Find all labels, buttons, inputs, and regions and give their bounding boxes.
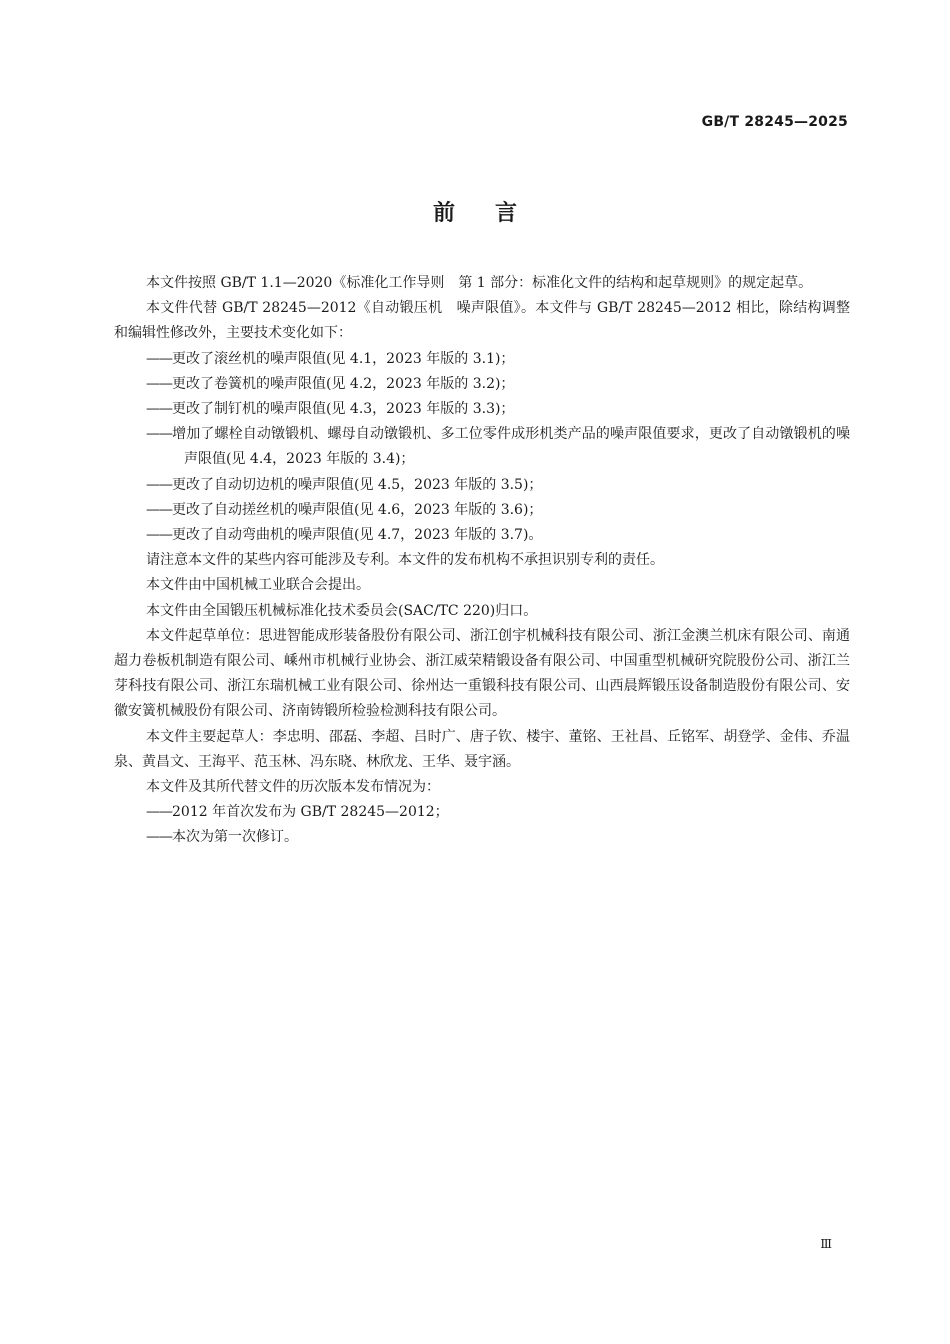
list-item-text: 增加了螺栓自动镦锻机、螺母自动镦锻机、多工位零件成形机类产品的噪声限值要求，更改了自动镦锻机的噪声限值(见 4.4，2023 年版的 3.4)； [172, 426, 850, 468]
dash-marker: —— [146, 426, 172, 443]
list-item [114, 397, 850, 422]
list-item-text: 本次为第一次修订。 [172, 829, 298, 846]
paragraph-drafters: 本文件主要起草人：李忠明、邵磊、李超、吕时广、唐子钦、楼宇、董铭、王社昌、丘铭军、胡登学、金伟、乔温泉、黄昌文、王海平、范玉林、冯东晓、林欣龙、王华、聂宇涵。 [114, 728, 850, 770]
dash-marker: —— [146, 829, 172, 846]
page-title: 前言 [432, 201, 557, 226]
paragraph-proposer: 本文件由中国机械工业联合会提出。 [146, 577, 370, 594]
dash-marker: —— [146, 527, 172, 544]
list-item [114, 372, 850, 397]
paragraph-replacement: 本文件代替 GB/T 28245—2012《自动锻压机 噪声限值》。本文件与 GB/T 28245—2012 相比，除结构调整和编辑性修改外，主要技术变化如下： [114, 300, 850, 342]
list-item [114, 473, 850, 498]
document-code: GB/T 28245—2025 [701, 114, 848, 130]
page-number: Ⅲ [820, 1237, 832, 1251]
list-item-text: 更改了自动切边机的噪声限值(见 4.5，2023 年版的 3.5)； [172, 476, 543, 493]
paragraph-drafting-rules: 本文件按照 GB/T 1.1—2020《标准化工作导则 第 1 部分：标准化文件的结构和起草规则》的规定起草。 [146, 275, 813, 291]
list-item [114, 800, 850, 825]
paragraph-drafting-units: 本文件起草单位：思进智能成形装备股份有限公司、浙江创宇机械科技有限公司、浙江金澳兰机床有限公司、南通超力卷板机制造有限公司、嵊州市机械行业协会、浙江威荣精锻设备有限公司、中国重型机械研究院股份公司、浙江兰芽科技有限公司、浙江东瑞机械工业有限公司、徐州达一重锻科技有限公司、山西晨辉锻压设备制造股份有限公司、安徽安簧机械股份有限公司、济南铸锻所检验检测科技有限公司。 [114, 627, 850, 720]
dash-marker: —— [146, 375, 172, 392]
list-item-text: 更改了制钉机的噪声限值(见 4.3，2023 年版的 3.3)； [172, 401, 515, 418]
paragraph-committee: 本文件由全国锻压机械标准化技术委员会(SAC/TC 220)归口。 [146, 602, 538, 619]
list-item-text: 更改了滚丝机的噪声限值(见 4.1，2023 年版的 3.1)； [172, 350, 515, 367]
paragraph-patent-notice: 请注意本文件的某些内容可能涉及专利。本文件的发布机构不承担识别专利的责任。 [146, 552, 664, 569]
foreword-body [114, 271, 850, 851]
dash-marker: —— [146, 476, 172, 493]
dash-marker: —— [146, 401, 172, 418]
paragraph-history: 本文件及其所代替文件的历次版本发布情况为： [146, 779, 440, 796]
list-item [114, 422, 850, 472]
dash-marker: —— [146, 350, 172, 367]
dash-marker: —— [146, 501, 172, 518]
dash-marker: —— [146, 804, 172, 821]
list-item-text: 更改了自动搓丝机的噪声限值(见 4.6，2023 年版的 3.6)； [172, 501, 543, 518]
list-item-text: 2012 年首次发布为 GB/T 28245—2012； [172, 804, 449, 821]
list-item [114, 825, 850, 850]
list-item-text: 更改了卷簧机的噪声限值(见 4.2，2023 年版的 3.2)； [172, 375, 515, 392]
list-item [114, 523, 850, 548]
list-item-text: 更改了自动弯曲机的噪声限值(见 4.7，2023 年版的 3.7)。 [172, 527, 543, 544]
list-item [114, 498, 850, 523]
list-item [114, 347, 850, 372]
